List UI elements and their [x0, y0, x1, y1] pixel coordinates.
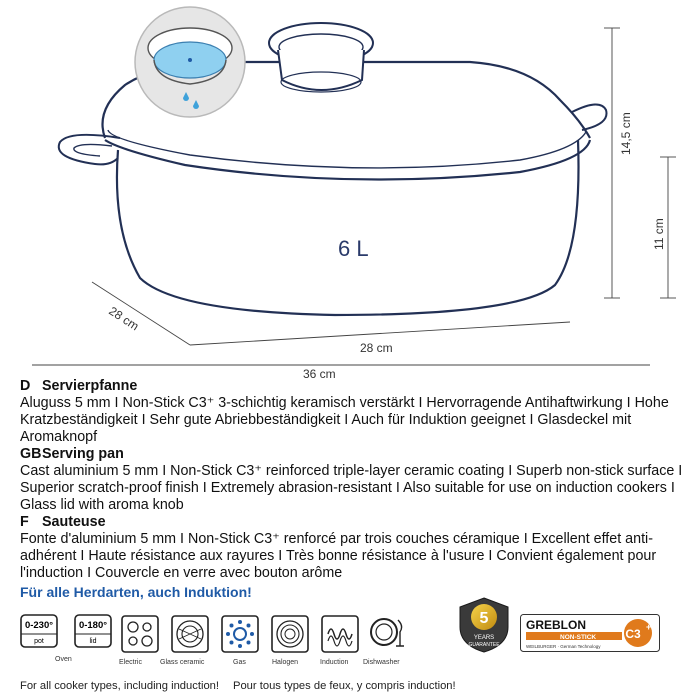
dim-height-body: 11 cm	[652, 218, 666, 250]
gas-caption: Gas	[233, 659, 246, 666]
aroma-knob	[269, 23, 373, 92]
cooker-heading: Für alle Herdarten, auch Induktion!	[20, 584, 252, 600]
section-text: Aluguss 5 mm I Non-Stick C3⁺ 3-schichtig keramisch verstärkt I Hervorragende Antihaftwirkung I Hohe Kratzbeständigkeit I Sehr gute Abriebbeständigkeit I Auch für Induktion geeignet I Glasdeckel mit Aromaknopf	[20, 395, 669, 445]
oven-caption: Oven	[55, 656, 72, 663]
section-title: Serving pan	[42, 446, 124, 462]
oven-lid-icon	[74, 614, 112, 676]
lid-edge	[108, 130, 586, 168]
section-fr	[20, 514, 690, 582]
footer-en: For all cooker types, including induction!	[20, 680, 219, 692]
glass-ceramic-icon	[170, 614, 210, 654]
guarantee-badge	[458, 597, 510, 653]
induction-caption: Induction	[320, 659, 349, 666]
product-description	[20, 378, 690, 582]
section-text: Fonte d'aluminium 5 mm I Non-Stick C3⁺ renforcé par trois couches céramique I Excellent effet anti-adhérent I Haute résistance aux rayures I Très bonne résistance à l'usure I Convient également pour l'induction I Couvercle en verre avec bouton arôme	[20, 531, 657, 581]
section-text: Cast aluminium 5 mm I Non-Stick C3⁺ reinforced triple-layer ceramic coating I Superb non-stick surface I Superior scratch-proof finish I Extremely abrasion-resistant I Also suitable for use on induction cookers I Glass lid with aroma knob	[20, 463, 683, 513]
lid-range: 0-180°	[78, 620, 108, 631]
brand-grade: C3	[625, 627, 641, 641]
brand-plus: +	[646, 622, 652, 632]
dim-height-total: 14,5 cm	[619, 112, 633, 155]
section-title: Servierpfanne	[42, 378, 138, 394]
greblon-logo	[520, 614, 660, 652]
oven-pot-icon	[20, 614, 58, 676]
brand-tagline: WEILBURGER · German Technology	[526, 644, 601, 649]
badge-line1: YEARS	[473, 635, 495, 641]
induction-icon	[320, 614, 360, 654]
handle-right	[572, 104, 607, 130]
badge-number: 5	[479, 610, 489, 627]
brand-name: GREBLON	[526, 618, 586, 632]
section-title: Sauteuse	[42, 514, 106, 530]
dim-depth: 28 cm	[106, 303, 142, 334]
footer-note	[20, 680, 690, 692]
lid-sub: lid	[89, 638, 97, 645]
volume-label: 6 L	[338, 236, 369, 261]
dishwasher-icon	[368, 614, 408, 654]
electric-caption: Electric	[119, 659, 142, 666]
dim-width-inner: 28 cm	[360, 341, 393, 355]
lang-code: GB	[20, 446, 42, 462]
footer-fr: Pour tous types de feux, y compris induction!	[233, 680, 456, 692]
badge-line2: GUARANTEE	[468, 642, 500, 648]
gas-icon	[220, 614, 260, 654]
dishwasher-caption: Dishwasher	[363, 659, 400, 666]
oven-range: 0-230°	[24, 620, 54, 631]
section-de	[20, 378, 690, 446]
electric-icon	[120, 614, 160, 654]
oven-sub: pot	[34, 638, 44, 645]
halogen-caption: Halogen	[272, 659, 299, 666]
aroma-detail-bubble	[135, 7, 245, 117]
halogen-icon	[270, 614, 310, 654]
dim-width-total: 36 cm	[303, 367, 336, 380]
handle-left	[59, 135, 120, 165]
brand-sub: NON-STICK	[560, 634, 597, 641]
section-gb	[20, 446, 690, 514]
glass-ceramic-caption: Glass ceramic	[160, 659, 205, 666]
lang-code: F	[20, 514, 29, 530]
lang-code: D	[20, 378, 31, 394]
